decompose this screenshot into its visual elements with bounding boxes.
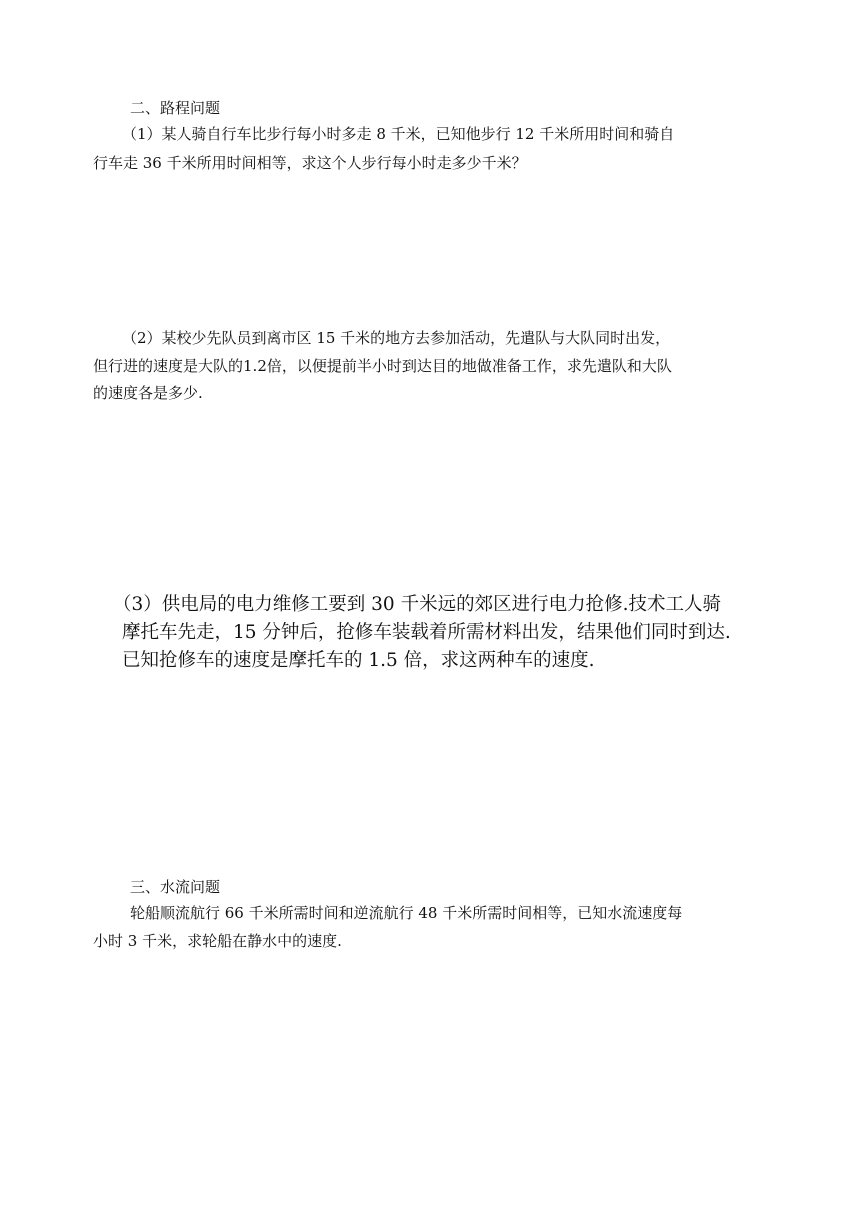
problem-2-line-3: 的速度各是多少. xyxy=(93,384,203,402)
problem-3-line-2: 摩托车先走，15 分钟后，抢修车装载着所需材料出发，结果他们同时到达. xyxy=(122,622,731,643)
problem-2-line-2: 但行进的速度是大队的1.2倍，以便提前半小时到达目的地做准备工作，求先遣队和大队 xyxy=(93,357,672,375)
section-heading-route: 二、路程问题 xyxy=(130,99,221,117)
problem-1-line-2: 行车走 36 千米所用时间相等，求这个人步行每小时走多少千米？ xyxy=(93,154,527,172)
problem-2-line-1: （2）某校少先队员到离市区 15 千米的地方去参加活动，先遣队与大队同时出发， xyxy=(122,329,671,347)
problem-3-line-3: 已知抢修车的速度是摩托车的 1.5 倍，求这两种车的速度. xyxy=(122,650,595,671)
section-heading-water: 三、水流问题 xyxy=(130,878,221,896)
problem-3-line-1: （3）供电局的电力维修工要到 30 千米远的郊区进行电力抢修.技术工人骑 xyxy=(113,594,721,615)
water-problem-line-2: 小时 3 千米，求轮船在静水中的速度. xyxy=(93,932,342,950)
problem-1-line-1: （1）某人骑自行车比步行每小时多走 8 千米，已知他步行 12 千米所用时间和骑自 xyxy=(122,125,675,143)
water-problem-line-1: 轮船顺流航行 66 千米所需时间和逆流航行 48 千米所需时间相等，已知水流速度每 xyxy=(130,904,683,922)
